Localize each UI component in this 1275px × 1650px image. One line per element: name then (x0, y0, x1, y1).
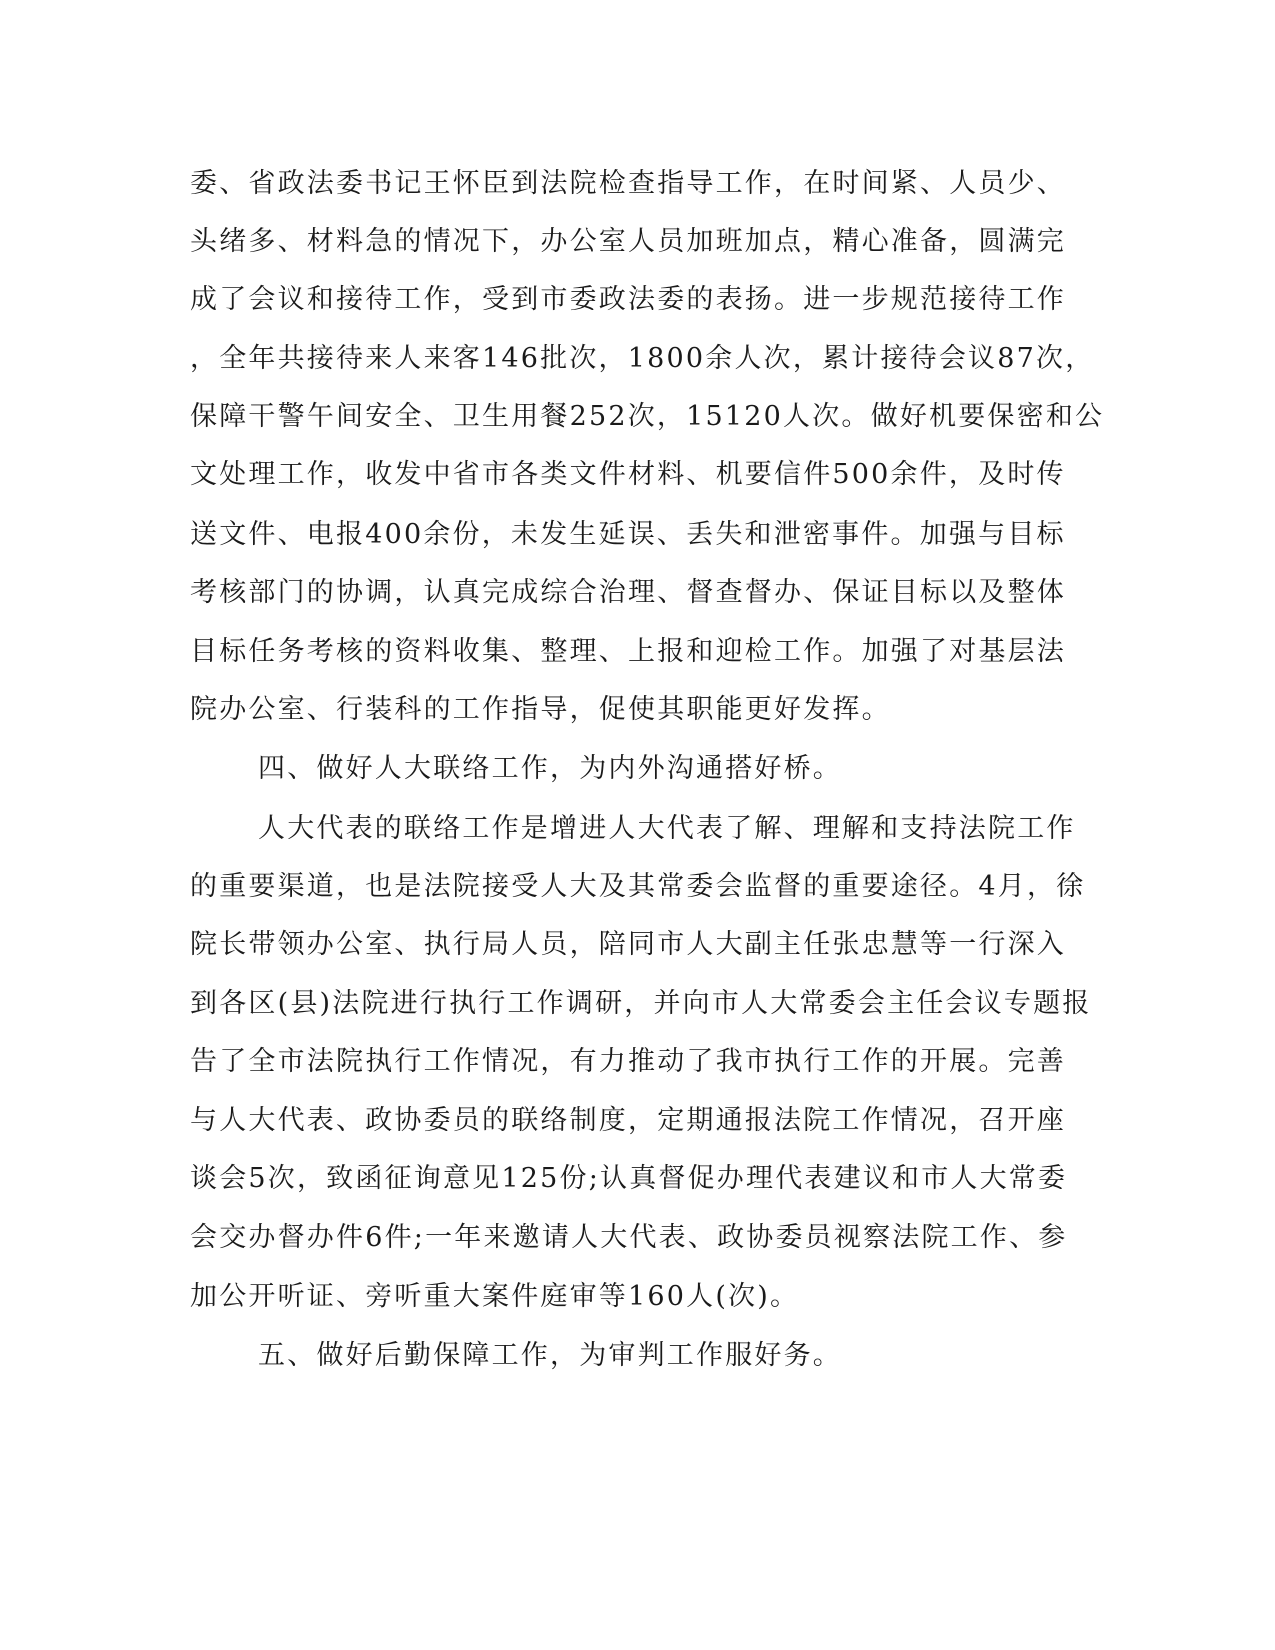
paragraph-line: 人大代表的联络工作是增进人大代表了解、理解和支持法院工作 (258, 813, 1076, 844)
paragraph-line: 目标任务考核的资料收集、整理、上报和迎检工作。加强了对基层法 (190, 636, 1066, 667)
paragraph-line: ，全年共接待来人来客146批次，1800余人次，累计接待会议87次， (190, 343, 1095, 374)
paragraph-line: 加公开听证、旁听重大案件庭审等160人(次)。 (190, 1281, 800, 1312)
paragraph-line: 保障干警午间安全、卫生用餐252次，15120人次。做好机要保密和公 (190, 401, 1105, 432)
paragraph-line: 头绪多、材料急的情况下，办公室人员加班加点，精心准备，圆满完 (190, 226, 1066, 257)
section-heading: 四、做好人大联络工作，为内外沟通搭好桥。 (258, 753, 842, 784)
paragraph-line: 考核部门的协调，认真完成综合治理、督查督办、保证目标以及整体 (190, 577, 1066, 608)
paragraph-line: 的重要渠道，也是法院接受人大及其常委会监督的重要途径。4月，徐 (190, 871, 1086, 902)
paragraph-line: 成了会议和接待工作，受到市委政法委的表扬。进一步规范接待工作 (190, 284, 1066, 315)
paragraph-line: 告了全市法院执行工作情况，有力推动了我市执行工作的开展。完善 (190, 1046, 1066, 1077)
paragraph-line: 送文件、电报400余份，未发生延误、丢失和泄密事件。加强与目标 (190, 519, 1066, 550)
paragraph-line: 到各区(县)法院进行执行工作调研，并向市人大常委会主任会议专题报 (190, 988, 1092, 1019)
paragraph-line: 与人大代表、政协委员的联络制度，定期通报法院工作情况，召开座 (190, 1105, 1066, 1136)
paragraph-line: 院办公室、行装科的工作指导，促使其职能更好发挥。 (190, 694, 891, 725)
paragraph-line: 谈会5次，致函征询意见125份;认真督促办理代表建议和市人大常委 (190, 1163, 1068, 1194)
paragraph-line: 会交办督办件6件;一年来邀请人大代表、政协委员视察法院工作、参 (190, 1222, 1068, 1253)
paragraph-line: 文处理工作，收发中省市各类文件材料、机要信件500余件，及时传 (190, 459, 1066, 490)
paragraph-line: 委、省政法委书记王怀臣到法院检查指导工作，在时间紧、人员少、 (190, 168, 1066, 199)
section-heading: 五、做好后勤保障工作，为审判工作服好务。 (258, 1340, 842, 1371)
paragraph-line: 院长带领办公室、执行局人员，陪同市人大副主任张忠慧等一行深入 (190, 929, 1066, 960)
